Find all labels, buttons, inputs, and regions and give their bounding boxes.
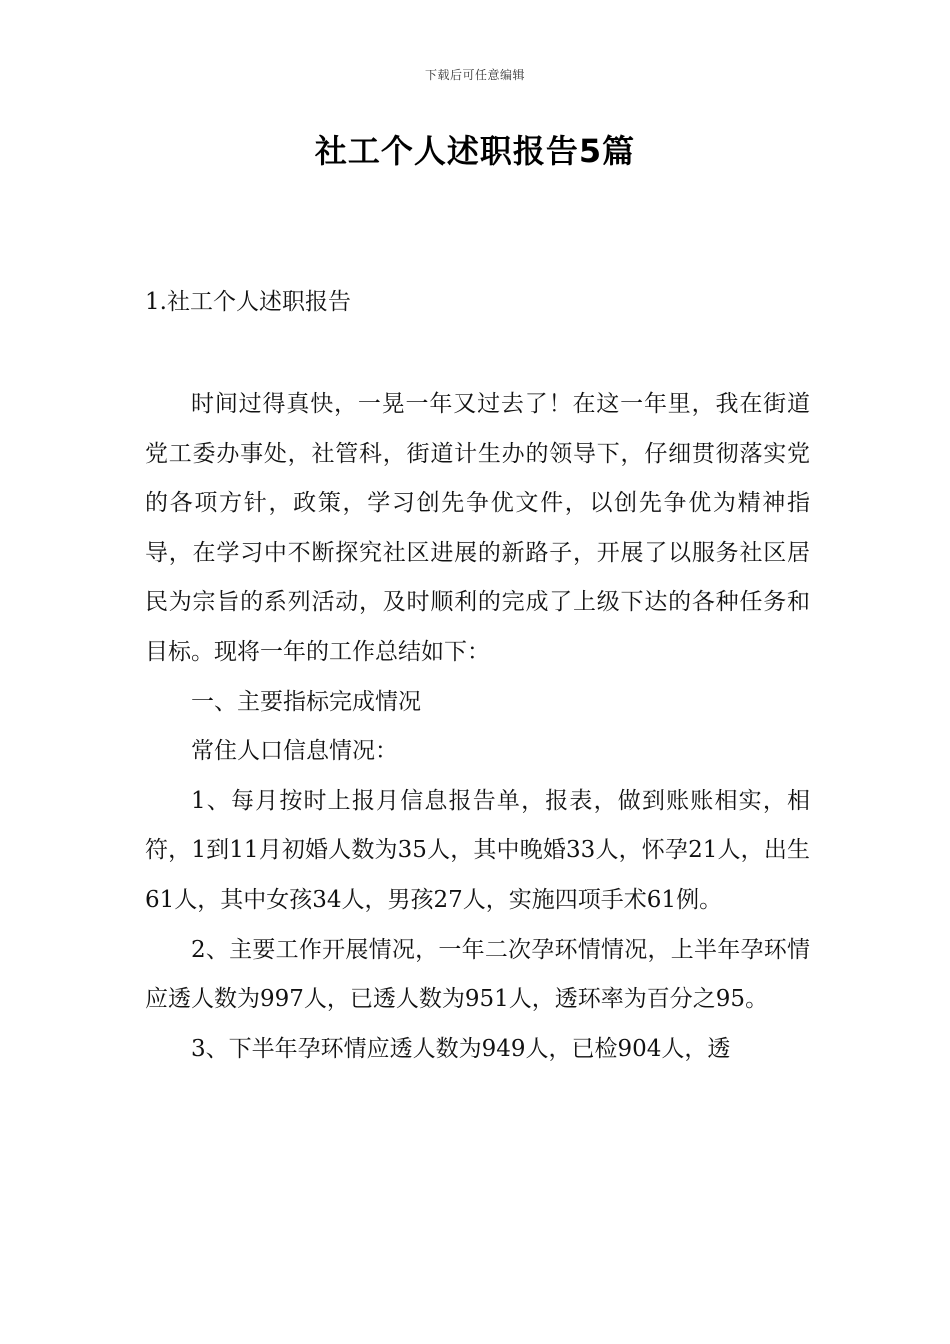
page-title: 社工个人述职报告5篇 xyxy=(314,132,636,170)
paragraph-item-3: 3、下半年孕环情应透人数为949人，已检904人，透 xyxy=(191,1035,731,1062)
paragraph-item-2: 2、主要工作开展情况，一年二次孕环情情况，上半年孕环情应透人数为997人，已透人数为951人，透环率为百分之95。 xyxy=(145,936,810,1013)
paragraph-subheading: 一、主要指标完成情况 xyxy=(191,688,421,715)
paragraph-item-1: 1、每月按时上报月信息报告单，报表，做到账账相实，相符，1到11月初婚人数为35人，其中晚婚33人，怀孕21人，出生61人，其中女孩34人，男孩27人，实施四项手术61例。 xyxy=(145,787,810,913)
paragraph-label: 常住人口信息情况： xyxy=(191,738,398,765)
document-body xyxy=(145,380,810,1074)
paragraph-intro: 时间过得真快，一晃一年又过去了！在这一年里，我在街道党工委办事处，社管科，街道计生办的领导下，仔细贯彻落实党的各项方针，政策，学习创先争优文件，以创先争优为精神指导，在学习中不断探究社区进展的新路子，开展了以服务社区居民为宗旨的系列活动，及时顺利的完成了上级下达的各种任务和目标。现将一年的工作总结如下： xyxy=(145,391,810,665)
section-heading: 1.社工个人述职报告 xyxy=(145,289,351,315)
header-note: 下载后可任意编辑 xyxy=(424,68,525,82)
